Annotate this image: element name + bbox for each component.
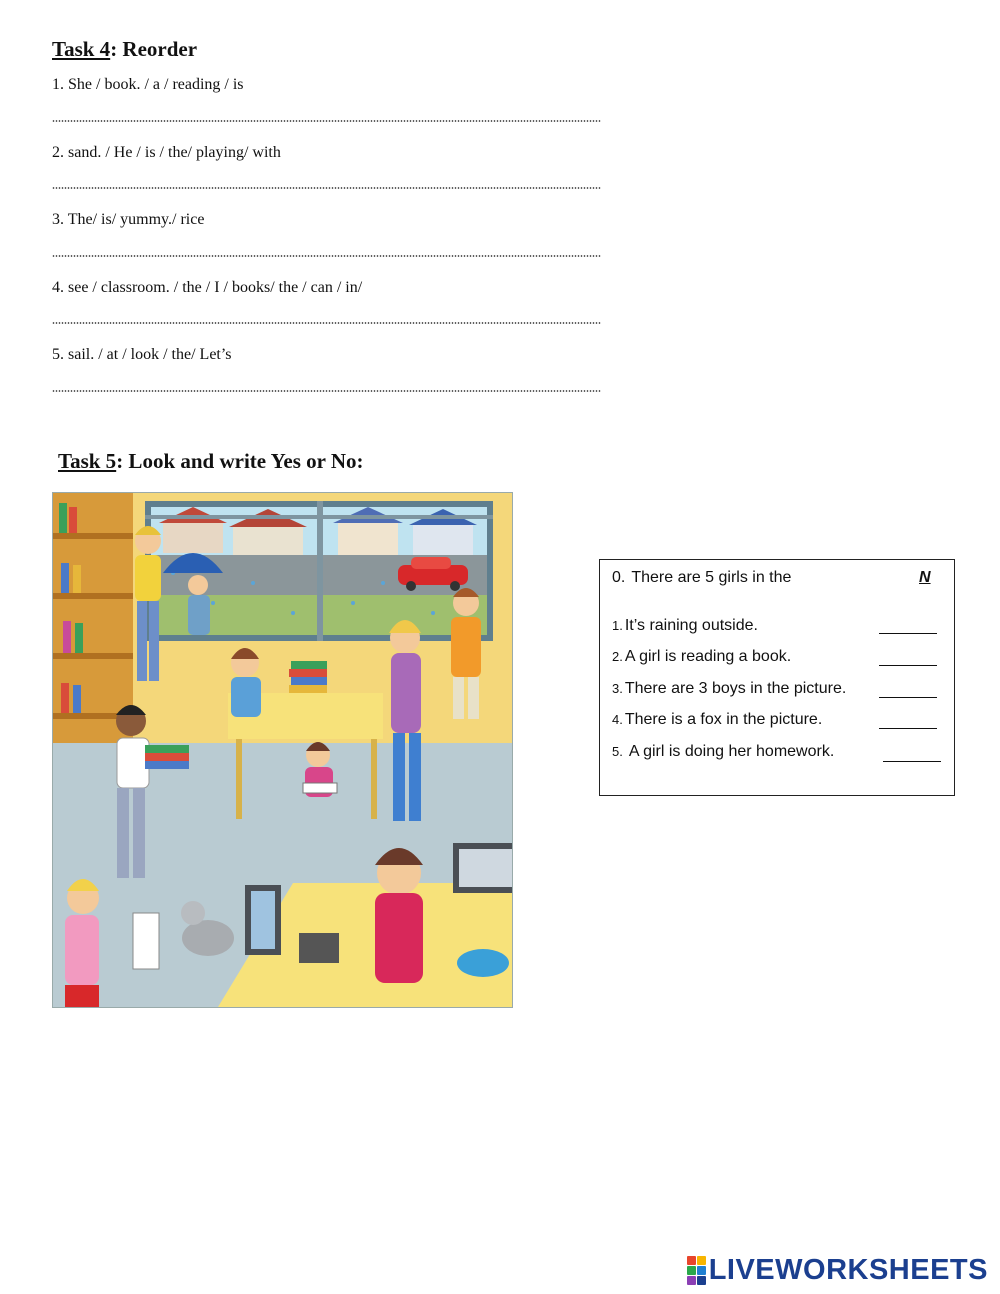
task5-title	[58, 449, 364, 474]
answer-blank-4[interactable]	[879, 728, 937, 729]
question-2-text: A girl is reading a book.	[624, 648, 792, 665]
task4-item-5: 5. sail. / at / look / the/ Let’s	[52, 346, 232, 363]
task4-item-4: 4. see / classroom. / the / I / books/ the / can / in/	[52, 279, 363, 296]
example-text: There are 5 girls in the	[631, 569, 792, 586]
answer-line-3[interactable]	[52, 255, 601, 261]
answer-blank-5[interactable]	[883, 761, 941, 762]
liveworksheets-logo[interactable]	[687, 1255, 988, 1285]
answer-blank-2[interactable]	[879, 665, 937, 666]
question-5	[612, 743, 834, 761]
yes-no-box	[599, 559, 955, 796]
example-answer: N	[919, 569, 931, 586]
task4-title	[52, 37, 197, 62]
question-4-number: 4.	[612, 712, 623, 727]
answer-line-2[interactable]	[52, 187, 601, 193]
question-4-text: There is a fox in the picture.	[624, 711, 823, 728]
answer-blank-3[interactable]	[879, 697, 937, 698]
question-1-number: 1.	[612, 618, 623, 633]
example-question	[612, 569, 791, 587]
question-4	[612, 711, 822, 729]
task4-title-rest: : Reorder	[110, 37, 198, 61]
question-1	[612, 617, 758, 635]
question-3	[612, 680, 846, 698]
example-number: 0.	[612, 569, 626, 586]
answer-line-1[interactable]	[52, 120, 601, 126]
classroom-picture	[52, 492, 513, 1008]
task4-title-prefix: Task 4	[52, 37, 111, 61]
logo-blocks-icon	[687, 1256, 706, 1285]
task4-item-2: 2. sand. / He / is / the/ playing/ with	[52, 144, 281, 161]
answer-blank-1[interactable]	[879, 633, 937, 634]
question-5-number: 5.	[612, 744, 623, 759]
question-3-text: There are 3 boys in the picture.	[624, 680, 847, 697]
answer-line-5[interactable]	[52, 390, 601, 396]
question-2	[612, 648, 791, 666]
question-2-number: 2.	[612, 649, 623, 664]
answer-line-4[interactable]	[52, 322, 601, 328]
task4-item-3: 3. The/ is/ yummy./ rice	[52, 211, 205, 228]
question-1-text: It’s raining outside.	[624, 617, 758, 634]
task5-title-rest: : Look and write Yes or No:	[116, 449, 364, 473]
logo-text: LIVEWORKSHEETS	[708, 1253, 988, 1286]
question-3-number: 3.	[612, 681, 623, 696]
task5-title-prefix: Task 5	[58, 449, 117, 473]
question-5-text: A girl is doing her homework.	[628, 743, 835, 760]
task4-item-1: 1. She / book. / a / reading / is	[52, 76, 244, 93]
